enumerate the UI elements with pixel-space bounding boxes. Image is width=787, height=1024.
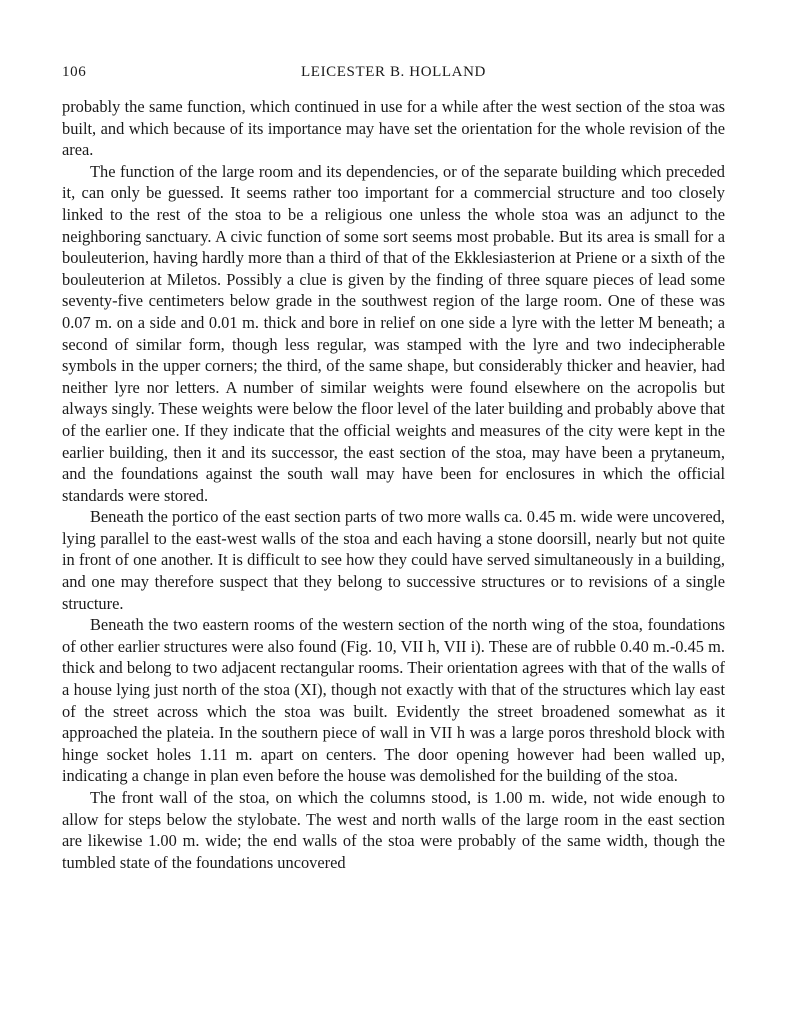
running-head-author: LEICESTER B. HOLLAND xyxy=(301,64,486,80)
paragraph-eastern-rooms: Beneath the two eastern rooms of the western section of the north wing of the stoa, foundations of other earlier structures were also found (Fig. 10, VII h, VII i). These are of rubble 0.40 m.-0.45 m. thick and belong to two adjacent rectangular rooms. Their orientation agrees with that of the walls of a house lying just north of the stoa (XI), though not exactly with that of the structures which lay east of the street across which the stoa was built. Evidently the street broadened somewhat as it approached the plateia. In the southern piece of wall in VII h was a large poros threshold block with hinge socket holes 1.11 m. apart on centers. The door opening however had been walled up, indicating a change in plan even before the house was demolished for the building of the stoa. xyxy=(62,615,725,786)
paragraph-continued: probably the same function, which continued in use for a while after the west section of the stoa was built, and which because of its importance may have set the orientation for the whole revision of the area. xyxy=(62,97,725,160)
book-page xyxy=(62,62,725,873)
running-head xyxy=(62,62,725,86)
paragraph-function-of-large-room: The function of the large room and its dependencies, or of the separate building which preceded it, can only be guessed. It seems rather too important for a commercial structure and too closely linked to the rest of the stoa to be a religious one unless the whole stoa was an adjunct to the neighboring sanctuary. A civic function of some sort seems most probable. But its area is small for a bouleuterion, having hardly more than a third of that of the Ekklesiasterion at Priene or a sixth of the bouleuterion at Miletos. Possibly a clue is given by the finding of three square pieces of lead some seventy-five centimeters below grade in the southwest region of the large room. One of these was 0.07 m. on a side and 0.01 m. thick and bore in relief on one side a lyre with the letter M beneath; a second of similar form, though less regular, was stamped with the lyre and two indecipherable symbols in the upper corners; the third, of the same shape, but considerably thicker and heavier, had neither lyre nor letters. A number of similar weights were found elsewhere on the acropolis but always singly. These weights were below the floor level of the later building and probably above that of the earlier one. If they indicate that the official weights and measures of the city were kept in the earlier building, then it and its successor, the east section of the stoa, may have been a prytaneum, and the foundations against the south wall may have been for enclosures in which the official standards were stored. xyxy=(62,161,725,505)
paragraph-front-wall: The front wall of the stoa, on which the columns stood, is 1.00 m. wide, not wide enough to allow for steps below the stylobate. The west and north walls of the large room in the east section are likewise 1.00 m. wide; the end walls of the stoa were probably of the same width, though the tumbled state of the foundations uncovered xyxy=(62,788,725,872)
page-number: 106 xyxy=(62,64,87,80)
paragraph-portico-walls: Beneath the portico of the east section parts of two more walls ca. 0.45 m. wide were uncovered, lying parallel to the east-west walls of the stoa and each having a stone doorsill, nearly but not quite in front of one another. It is difficult to see how they could have served simultaneously in a building, and one may therefore suspect that they belong to successive structures or to revisions of a single structure. xyxy=(62,507,725,613)
